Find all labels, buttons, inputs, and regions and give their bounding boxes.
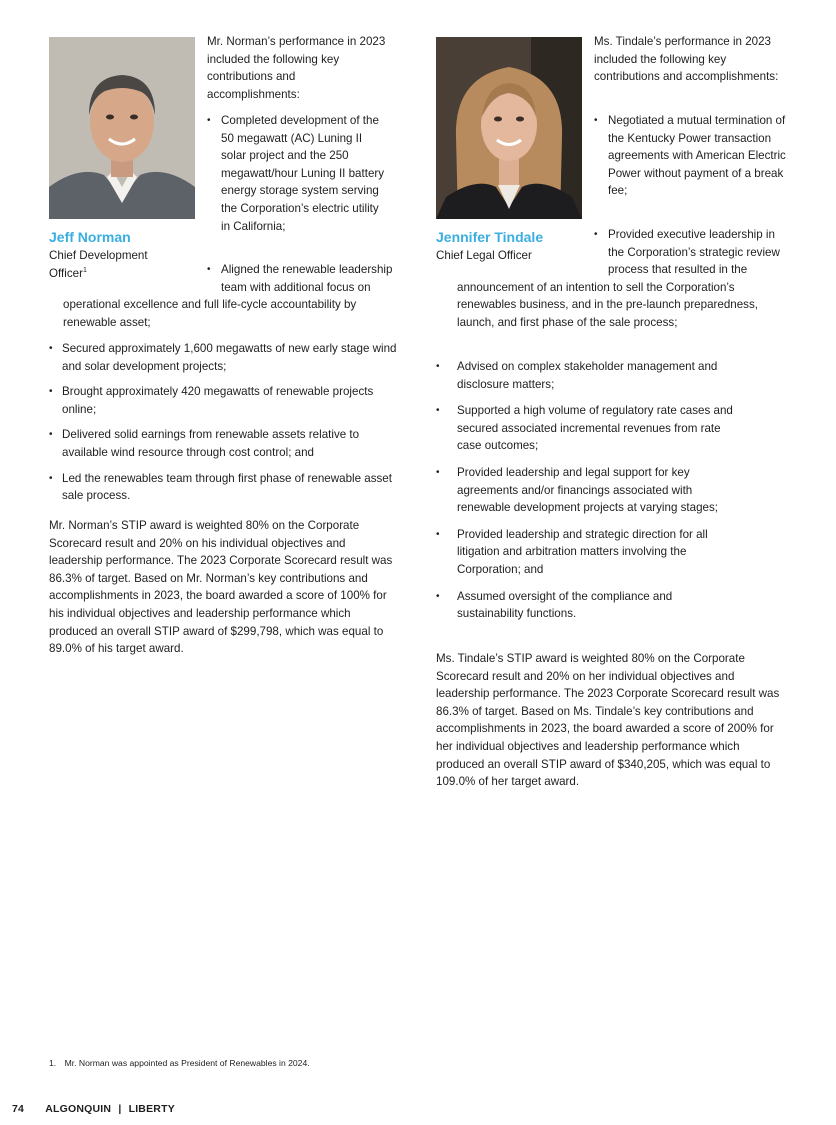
footnote (49, 1057, 549, 1069)
page-footer (12, 1101, 175, 1119)
brand-algonquin: ALGONQUIN (45, 1103, 112, 1115)
norman-summary: Mr. Norman’s STIP award is weighted 80% on the Corporate Scorecard result and 20% on his individual objectives and leadership performance. The 2023 Corporate Scorecard result was 86.3% of target. Based on Mr. Norman’s key contributions and accomplishments in 2023, the board awarded a score of 100% for his individual objectives and leadership performance which produced an overall STIP award of $299,798, which was equal to 89.0% of his target award. (49, 519, 393, 656)
tindale-portrait-image (436, 37, 582, 219)
list-item (436, 358, 736, 393)
list-item (436, 464, 736, 517)
list-item (49, 340, 399, 375)
bullet-text: Secured approximately 1,600 megawatts of new early stage wind and solar development projects; (62, 342, 397, 373)
norman-title-line1: Chief Development (49, 249, 148, 262)
bullet-text: Supported a high volume of regulatory rate cases and secured associated incremental revenues from rate case outcomes; (457, 404, 733, 453)
bullet-text: Completed development of the 50 megawatt (AC) Luning II solar project and the 250 megawatt/hour Luning II battery energy storage system serving the Corporation’s electric utility in California; (221, 114, 385, 233)
tindale-photo (436, 37, 582, 219)
bullet-text: Negotiated a mutual termination of the Kentucky Power transaction agreements with American Electric Power without payment of a break fee; (608, 114, 786, 198)
list-item (49, 470, 399, 505)
bullet-text: Led the renewables team through first phase of renewable asset sale process. (62, 471, 392, 503)
list-item (436, 526, 736, 579)
page-number: 74 (12, 1103, 25, 1115)
bullet-text: Brought approximately 420 megawatts of renewable projects online; (62, 385, 374, 416)
footnote-marker: 1. (49, 1058, 57, 1068)
bullet-text: Provided executive leadership in the Corporation’s strategic review process that resulted in the announcement of an intention to sell the Corporation’s renewables business, and in the pre-launch preparedness, launch, and first phase of the sale process; (457, 228, 780, 329)
tindale-bullets-top (594, 112, 790, 208)
bullet-text: Provided leadership and legal support for key agreements and/or financings associated with renewable development projects at varying stages; (457, 465, 719, 515)
list-item (49, 383, 399, 418)
norman-portrait-image (49, 37, 195, 219)
list-item (436, 402, 736, 455)
tindale-name: Jennifer Tindale (436, 229, 544, 245)
norman-photo (49, 37, 195, 219)
tindale-bullets (436, 358, 736, 632)
footnote-text: Mr. Norman was appointed as President of Renewables in 2024. (64, 1058, 310, 1068)
brand-liberty: LIBERTY (128, 1103, 175, 1115)
list-item (49, 426, 399, 461)
list-item (207, 112, 387, 235)
bullet-text: Delivered solid earnings from renewable assets relative to available wind resource through cost control; and (62, 428, 360, 459)
norman-name: Jeff Norman (49, 229, 131, 245)
brand-separator: | (118, 1103, 122, 1115)
norman-intro: Mr. Norman’s performance in 2023 included the following key contributions and accomplishments: (207, 35, 386, 101)
tindale-summary: Ms. Tindale’s STIP award is weighted 80% on the Corporate Scorecard result and 20% on her individual objectives and leadership performance. The 2023 Corporate Scorecard result was 86.3% of target. Based on Ms. Tindale’s key contributions and accomplishments in 2023, the board awarded a score of 200% for her individual objectives and leadership performance which produced an overall STIP award of $340,205, which was equal to 109.0% of her target award. (436, 652, 780, 789)
tindale-bullet-wrap: • Provided executive leadership in the Corporation’s strategic review process that resulted in the announcement of an intention to sell the Corporation’s renewables business, and in the pre-launch preparedness, launch, and first phase of the sale process; (457, 228, 780, 329)
bullet-text: Assumed oversight of the compliance and sustainability functions. (457, 589, 673, 621)
norman-bullets (49, 340, 399, 513)
bullet-text: Aligned the renewable leadership team with additional focus on operational excellence and full life-cycle accountability by renewable asset; (63, 263, 393, 329)
list-item (594, 112, 790, 200)
list-item (436, 588, 736, 623)
norman-bullets-top (207, 112, 387, 242)
bullet-text: Provided leadership and strategic direction for all litigation and arbitration matters involving the Corporation; and (457, 527, 708, 576)
norman-bullet-wrap: • Aligned the renewable leadership team with additional focus on operational excellence and full life-cycle accountability by renewable asset; (63, 263, 393, 329)
tindale-intro: Ms. Tindale’s performance in 2023 included the following key contributions and accomplishments: (594, 35, 779, 84)
tindale-title: Chief Legal Officer (436, 249, 532, 262)
footnote-ref: 1 (82, 266, 87, 274)
norman-title-line2: Officer (49, 266, 83, 280)
bullet-text: Advised on complex stakeholder management and disclosure matters; (457, 360, 718, 391)
